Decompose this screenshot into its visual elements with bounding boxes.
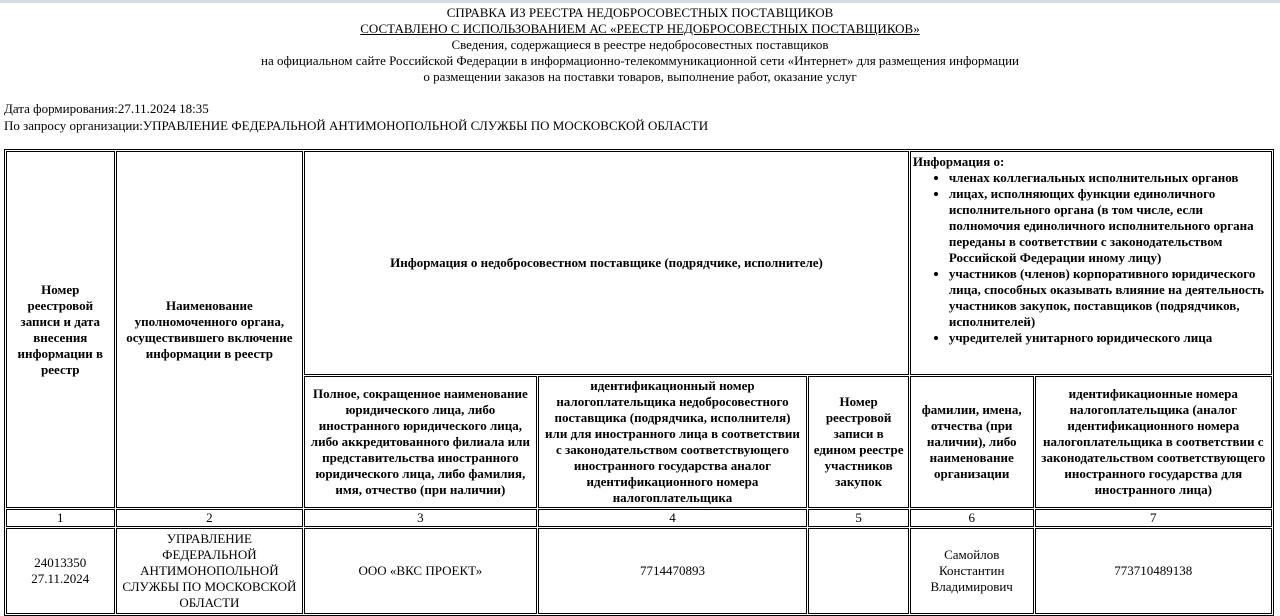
col-header-authority: Наименование уполномоченного органа, осуществившего включение информации в реестр [116, 151, 304, 508]
group-header-persons-info [910, 151, 1272, 375]
requesting-organization [4, 117, 1280, 134]
persons-info-item: • участников (членов) корпоративного юридического лица, способных оказывать влияние на деятельность участников закупок, поставщиков (подрядчиков, исполнителей) [949, 266, 1267, 330]
registry-table [4, 149, 1274, 616]
registry-record-cell [6, 528, 115, 614]
document-meta [4, 100, 1280, 134]
header-line4: на официальном сайте Российской Федерации в информационно-телекоммуникационной сети «Интернет» для размещения информации [260, 53, 1019, 68]
col-header-unified-registry-number: Номер реестровой записи в едином реестре участников закупок [808, 376, 908, 508]
column-number: 7 [1035, 509, 1272, 527]
column-number-row [6, 509, 1272, 527]
header-subtitle: СОСТАВЛЕНО С ИСПОЛЬЗОВАНИЕМ АС «РЕЕСТР НЕДОБРОСОВЕСТНЫХ ПОСТАВЩИКОВ» [360, 21, 920, 36]
column-number: 3 [304, 509, 536, 527]
header-title: СПРАВКА ИЗ РЕЕСТРА НЕДОБРОСОВЕСТНЫХ ПОСТАВЩИКОВ [446, 5, 834, 20]
generated-date-label: Дата формирования: [4, 101, 118, 116]
generated-date-value: 27.11.2024 18:35 [117, 101, 209, 116]
supplier-name: ООО «ВКС ПРОЕКТ» [304, 528, 536, 614]
persons-info-item: • лицах, исполняющих функции единоличного исполнительного органа (в том числе, если полномочия единоличного исполнительного органа переданы в соответствии с законодательством Российской Федерации иному лицу) [949, 186, 1267, 266]
column-number: 5 [808, 509, 908, 527]
column-number: 2 [116, 509, 304, 527]
unified-registry-number [808, 528, 908, 614]
col-header-supplier-name: Полное, сокращенное наименование юридического лица, либо иностранного юридического лица, либо аккредитованного филиала или представительства иностранного юридического лица, либо фамилия, имя, отчество (при наличии) [304, 376, 536, 508]
top-scroll-strip [0, 0, 1280, 3]
person-inn: 773710489138 [1035, 528, 1272, 614]
document-header [0, 5, 1280, 85]
supplier-inn: 7714470893 [538, 528, 808, 614]
col-header-supplier-inn: идентификационный номер налогоплательщика недобросовестного поставщика (подрядчика, исполнителя) или для иностранного лица в соответствии с законодательством соответствующего иностранного государства аналог идентификационного номера налогоплательщика [538, 376, 808, 508]
header-line3: Сведения, содержащиеся в реестре недобросовестных поставщиков [451, 37, 829, 52]
requesting-organization-label: По запросу организации: [4, 118, 143, 133]
table-row [6, 528, 1272, 614]
persons-info-item: • членах коллегиальных исполнительных органов [949, 170, 1267, 186]
group-header-supplier-info: Информация о недобросовестном поставщике (подрядчике, исполнителе) [304, 151, 909, 375]
registry-date: 27.11.2024 [31, 571, 90, 586]
col-header-person-inn: идентификационные номера налогоплательщика (аналог идентификационного номера налогоплательщика в соответствии с законодательством соответствующего иностранного государства для иностранного лица) [1035, 376, 1272, 508]
col-header-registry-number: Номер реестровой записи и дата внесения информации в реестр [6, 151, 115, 508]
column-number: 6 [910, 509, 1034, 527]
requesting-organization-value: УПРАВЛЕНИЕ ФЕДЕРАЛЬНОЙ АНТИМОНОПОЛЬНОЙ СЛУЖБЫ ПО МОСКОВСКОЙ ОБЛАСТИ [142, 118, 709, 133]
persons-info-list [913, 170, 1267, 346]
column-number: 1 [6, 509, 115, 527]
person-name: Самойлов Константин Владимирович [910, 528, 1034, 614]
authority-name: УПРАВЛЕНИЕ ФЕДЕРАЛЬНОЙ АНТИМОНОПОЛЬНОЙ СЛУЖБЫ ПО МОСКОВСКОЙ ОБЛАСТИ [116, 528, 304, 614]
persons-info-title: Информация о: [912, 154, 1005, 169]
registry-number: 24013350 [34, 555, 87, 570]
header-line5: о размещении заказов на поставки товаров, выполнение работ, оказание услуг [423, 69, 857, 84]
persons-info-item: • учредителей унитарного юридического лица [949, 330, 1267, 346]
generated-date [4, 100, 1280, 117]
column-number: 4 [538, 509, 808, 527]
col-header-person-names: фамилии, имена, отчества (при наличии), либо наименование организации [910, 376, 1034, 508]
